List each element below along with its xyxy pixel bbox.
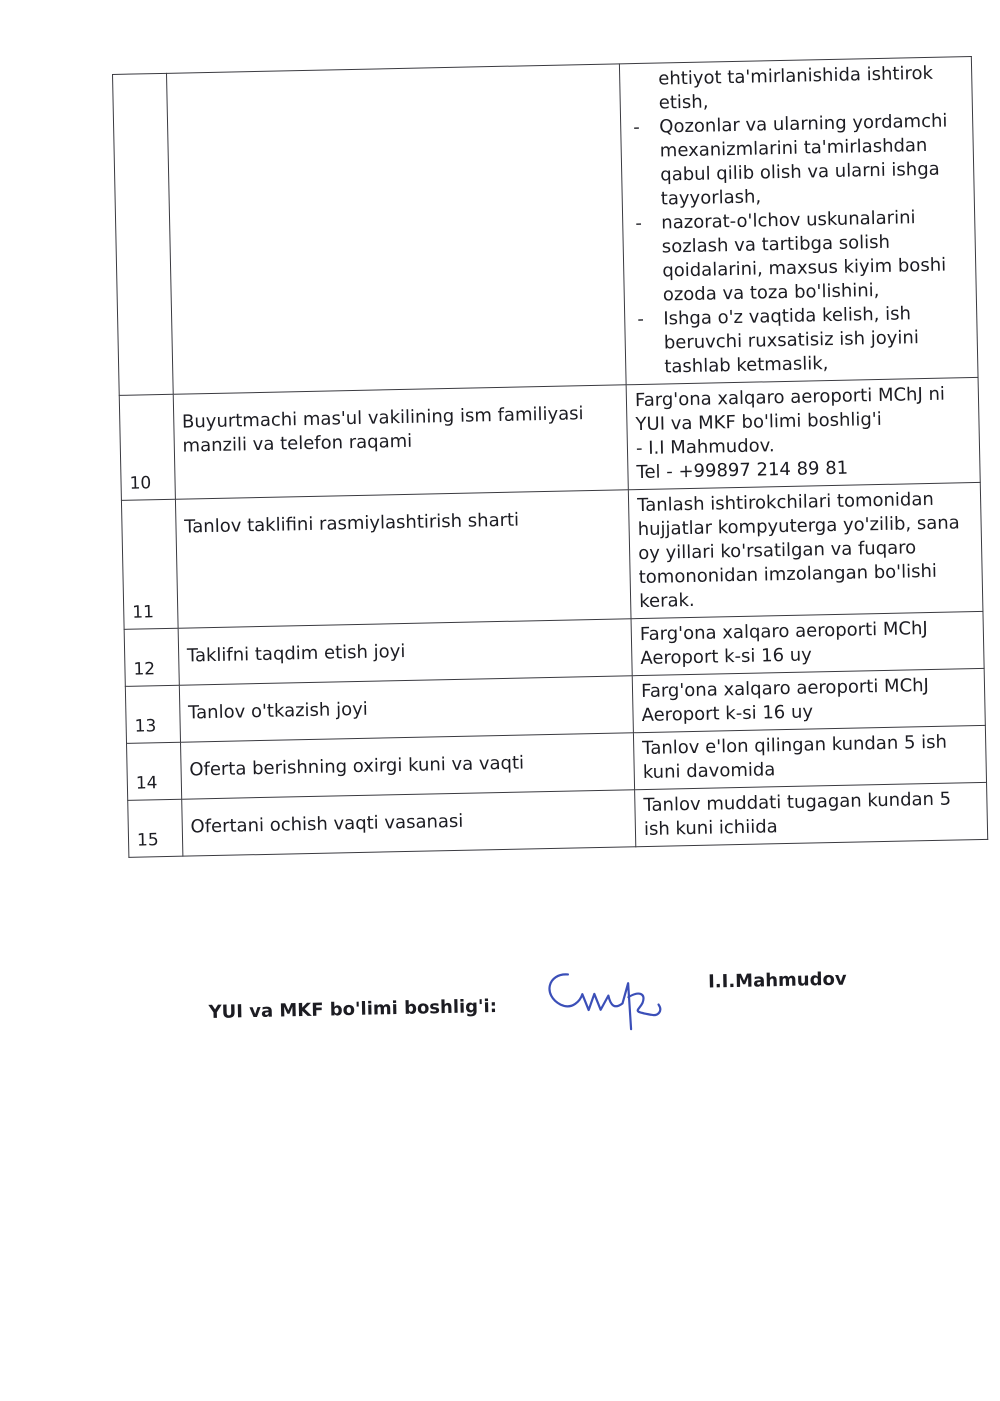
list-item: - Qozonlar va ularning yordamchi mexanizmlarini ta'mirlashdan qabul qilib olish va ularni ishga tayyorlash,	[659, 109, 966, 211]
signatory-name: I.I.Mahmudov	[707, 968, 847, 993]
list-item: - nazorat-o'lchov uskunalarini sozlash va tartibga solish qoidalarini, maxsus kiyim boshi ozoda va toza bo'lishini,	[661, 205, 968, 307]
row-number-cell: 14	[127, 742, 182, 800]
row-label-cell: Oferta berishning oxirgi kuni va vaqti	[180, 733, 634, 799]
table-row	[119, 377, 980, 500]
tender-details-table	[112, 56, 988, 858]
table-row	[121, 482, 983, 629]
row-value-cell: Farg'ona xalqaro aeroporti MChJ Aeroport k-si 16 uy	[631, 611, 984, 675]
signature-block	[208, 967, 909, 1042]
row-label-cell: Buyurtmachi mas'ul vakilining ism familiyasi manzili va telefon raqami	[173, 385, 628, 499]
row-value-cell: Tanlash ishtirokchilari tomonidan hujjatlar kompyuterga yo'zilib, sana oy yillari ko'rsatilgan va fuqaro tomononidan imzolangan bo'lishi kerak.	[628, 482, 983, 618]
table-row	[113, 56, 979, 395]
row-label-cell: Taklifni taqdim etish joyi	[178, 619, 632, 685]
row-value-cell: Farg'ona xalqaro aeroporti MChJ Aeroport k-si 16 uy	[632, 668, 985, 732]
row-value-cell: Tanlov e'lon qilingan kundan 5 ish kuni davomida	[633, 725, 986, 789]
row-label-cell: Tanlov taklifini rasmiylashtirish sharti	[175, 490, 631, 628]
row-number-cell: 11	[121, 499, 177, 629]
row-number-cell: 12	[124, 628, 179, 686]
handwritten-signature	[538, 952, 690, 1035]
row-number-cell	[113, 73, 173, 395]
list-item: ehtiyot ta'mirlanishida ishtirok etish,	[658, 62, 934, 114]
signatory-title: YUI va MKF bo'limi boshlig'i:	[208, 995, 498, 1023]
row-value-cell: Farg'ona xalqaro aeroporti MChJ ni YUI va MKF bo'limi boshlig'i - I.I Mahmudov. Tel - +99897 214 89 81	[626, 377, 980, 489]
list-item: - Ishga o'z vaqtida kelish, ish beruvchi ruxsatisiz ish joyini tashlab ketmaslik,	[663, 301, 969, 379]
row-value-cell: Tanlov muddati tugagan kundan 5 ish kuni ichiida	[635, 782, 988, 846]
row-label-cell: Tanlov o'tkazish joyi	[179, 676, 633, 742]
row-number-cell: 15	[128, 799, 183, 857]
duties-list	[628, 61, 969, 380]
row-value-cell	[619, 56, 978, 384]
row-number-cell: 10	[119, 394, 175, 500]
row-number-cell: 13	[125, 685, 180, 743]
row-label-cell: Ofertani ochish vaqti vasanasi	[181, 790, 635, 856]
row-label-cell	[166, 64, 626, 394]
